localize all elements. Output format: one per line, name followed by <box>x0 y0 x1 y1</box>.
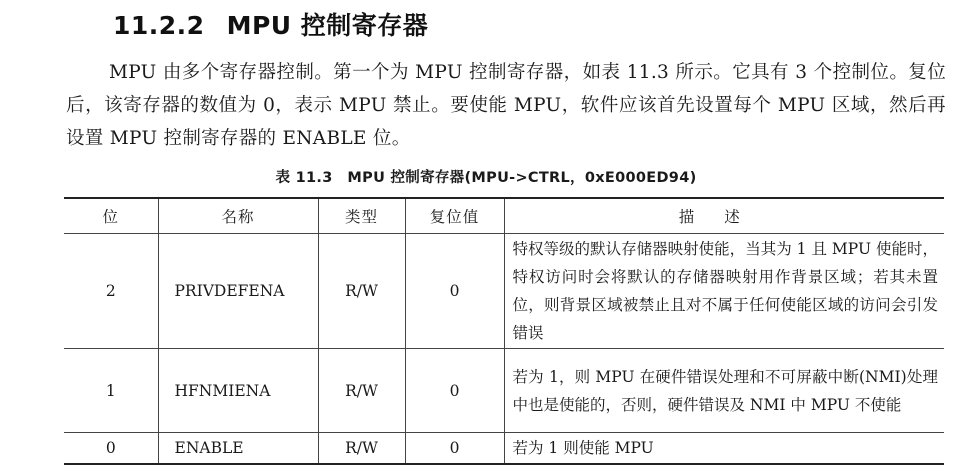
header-name: 名称 <box>158 198 318 234</box>
cell-type: R/W <box>318 234 405 349</box>
cell-description: 若为 1，则 MPU 在硬件错误处理和不可屏蔽中断(NMI)处理中也是使能的，否则，硬件错误及 NMI 中 MPU 不使能 <box>504 349 944 433</box>
cell-description: 若为 1 则使能 MPU <box>504 433 944 465</box>
section-number: 11.2.2 <box>113 11 205 40</box>
section-title: MPU 控制寄存器 <box>226 11 429 40</box>
section-heading <box>113 6 428 42</box>
cell-reset: 0 <box>405 433 504 465</box>
header-reset: 复位值 <box>405 198 504 234</box>
table-row <box>64 349 944 433</box>
cell-name: HFNMIENA <box>158 349 318 433</box>
cell-type: R/W <box>318 433 405 465</box>
cell-type: R/W <box>318 349 405 433</box>
cell-reset: 0 <box>405 234 504 349</box>
cell-description: 特权等级的默认存储器映射使能，当其为 1 且 MPU 使能时，特权访问时会将默认的存储器映射用作背景区域；若其未置位，则背景区域被禁止且对不属于任何使能区域的访问会引发错误 <box>504 234 944 349</box>
table-row <box>64 234 944 349</box>
table-caption: 表 11.3 MPU 控制寄存器(MPU->CTRL，0xE000ED94) <box>275 170 697 186</box>
cell-bit: 2 <box>64 234 158 349</box>
header-bit: 位 <box>64 198 158 234</box>
cell-reset: 0 <box>405 349 504 433</box>
table-header-row <box>64 198 944 234</box>
table-row <box>64 433 944 465</box>
cell-name: PRIVDEFENA <box>158 234 318 349</box>
cell-bit: 0 <box>64 433 158 465</box>
register-table <box>64 197 944 465</box>
body-paragraph: MPU 由多个寄存器控制。第一个为 MPU 控制寄存器，如表 11.3 所示。它具有 3 个控制位。复位后，该寄存器的数值为 0，表示 MPU 禁止。要使能 MPU，软件应该首先设置每个 MPU 区域，然后再设置 MPU 控制寄存器的 ENABLE 位。 <box>66 62 946 149</box>
header-description: 描述 <box>504 198 944 234</box>
header-type: 类型 <box>318 198 405 234</box>
cell-bit: 1 <box>64 349 158 433</box>
cell-name: ENABLE <box>158 433 318 465</box>
